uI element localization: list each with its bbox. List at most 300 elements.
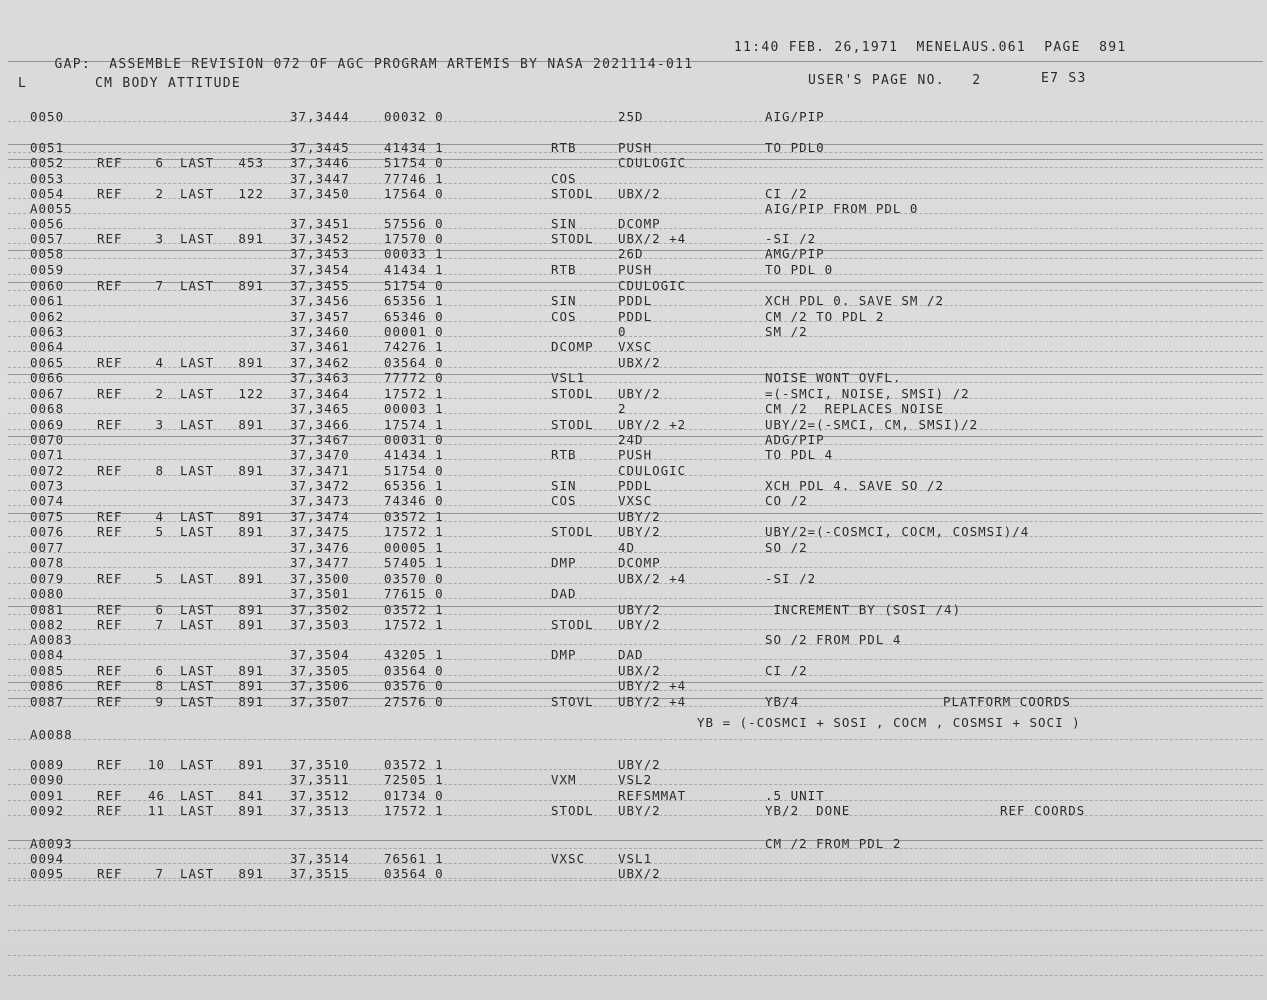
strike-rule	[8, 159, 1263, 160]
octal-word: 00033 1	[384, 246, 444, 261]
ref-count: 6	[155, 155, 164, 170]
last-label: LAST	[180, 186, 215, 201]
sequence-number: A0083	[30, 632, 73, 647]
comment: TO PDL0	[765, 140, 825, 155]
operand: UBY/2	[618, 509, 661, 524]
opcode: VSL1	[551, 370, 586, 385]
operand: DAD	[618, 647, 644, 662]
sequence-number: 0094	[30, 851, 65, 866]
ref-label: REF	[97, 663, 123, 678]
ref-count: 7	[155, 278, 164, 293]
opcode: COS	[551, 493, 577, 508]
operand: UBX/2	[618, 866, 661, 881]
memory-address: 37,3454	[290, 262, 350, 277]
comment: YB/2 DONE	[765, 803, 851, 818]
ref-label: REF	[97, 602, 123, 617]
opcode: RTB	[551, 447, 577, 462]
last-label: LAST	[180, 602, 215, 617]
octal-word: 17564 0	[384, 186, 444, 201]
octal-word: 03572 1	[384, 602, 444, 617]
blank-guide	[8, 930, 1263, 931]
memory-address: 37,3467	[290, 432, 350, 447]
octal-word: 41434 1	[384, 262, 444, 277]
last-page: 891	[238, 602, 264, 617]
row-guide	[8, 769, 1263, 770]
opcode: STODL	[551, 386, 594, 401]
octal-word: 72505 1	[384, 772, 444, 787]
ref-label: REF	[97, 417, 123, 432]
ref-count: 9	[155, 694, 164, 709]
row-guide	[8, 521, 1263, 522]
ref-count: 8	[155, 463, 164, 478]
comment: NOISE WONT OVFL.	[765, 370, 902, 385]
sequence-number: 0076	[30, 524, 65, 539]
blank-guide	[8, 905, 1263, 906]
memory-address: 37,3475	[290, 524, 350, 539]
sequence-number: 0078	[30, 555, 65, 570]
opcode: COS	[551, 171, 577, 186]
row-guide	[8, 274, 1263, 275]
ref-label: REF	[97, 571, 123, 586]
opcode: COS	[551, 309, 577, 324]
last-label: LAST	[180, 788, 215, 803]
operand: 26D	[618, 246, 644, 261]
octal-word: 17572 1	[384, 617, 444, 632]
row-guide	[8, 878, 1263, 879]
memory-address: 37,3451	[290, 216, 350, 231]
operand: UBX/2	[618, 355, 661, 370]
ref-label: REF	[97, 803, 123, 818]
ref-count: 11	[148, 803, 166, 818]
last-page: 891	[238, 866, 264, 881]
page-code: E7 S3	[1041, 71, 1087, 86]
ref-count: 5	[155, 524, 164, 539]
last-label: LAST	[180, 509, 215, 524]
operand: UBY/2 +2	[618, 417, 687, 432]
header-rule	[8, 61, 1263, 62]
ref-count: 4	[155, 355, 164, 370]
octal-word: 03564 0	[384, 663, 444, 678]
comment: SM /2	[765, 324, 808, 339]
memory-address: 37,3450	[290, 186, 350, 201]
row-guide	[8, 552, 1263, 553]
row-guide	[8, 444, 1263, 445]
strike-rule	[8, 374, 1263, 375]
operand: DCOMP	[618, 216, 661, 231]
octal-word: 03576 0	[384, 678, 444, 693]
sequence-number: 0061	[30, 293, 65, 308]
memory-address: 37,3471	[290, 463, 350, 478]
comment: CI /2	[765, 186, 808, 201]
memory-address: 37,3466	[290, 417, 350, 432]
sequence-number: 0068	[30, 401, 65, 416]
section-title: CM BODY ATTITUDE	[95, 76, 242, 91]
operand: 2	[618, 401, 627, 416]
last-label: LAST	[180, 386, 215, 401]
octal-word: 57556 0	[384, 216, 444, 231]
ref-label: REF	[97, 463, 123, 478]
ref-label: REF	[97, 355, 123, 370]
operand: UBY/2	[618, 524, 661, 539]
octal-word: 00001 0	[384, 324, 444, 339]
memory-address: 37,3452	[290, 231, 350, 246]
opcode: DMP	[551, 555, 577, 570]
row-guide	[8, 336, 1263, 337]
sequence-number: 0066	[30, 370, 65, 385]
opcode: DMP	[551, 647, 577, 662]
operand: UBY/2	[618, 386, 661, 401]
comment: AIG/PIP	[765, 109, 825, 124]
ref-count: 7	[155, 617, 164, 632]
memory-address: 37,3462	[290, 355, 350, 370]
operand: PDDL	[618, 478, 653, 493]
octal-word: 00031 0	[384, 432, 444, 447]
ref-count: 2	[155, 186, 164, 201]
sequence-number: 0092	[30, 803, 65, 818]
sequence-number: 0080	[30, 586, 65, 601]
opcode: STODL	[551, 524, 594, 539]
last-label: LAST	[180, 355, 215, 370]
octal-word: 03564 0	[384, 866, 444, 881]
octal-word: 65346 0	[384, 309, 444, 324]
row-guide	[8, 815, 1263, 816]
sequence-number: 0050	[30, 109, 65, 124]
last-label: LAST	[180, 866, 215, 881]
listing-type: L	[18, 76, 28, 91]
operand: UBX/2	[618, 663, 661, 678]
ref-count: 6	[155, 663, 164, 678]
row-guide	[8, 863, 1263, 864]
last-page: 891	[238, 757, 264, 772]
opcode: RTB	[551, 262, 577, 277]
ref-count: 10	[148, 757, 166, 772]
memory-address: 37,3464	[290, 386, 350, 401]
strike-rule	[8, 250, 1263, 251]
comment: -SI /2	[765, 231, 817, 246]
memory-address: 37,3501	[290, 586, 350, 601]
operand: 24D	[618, 432, 644, 447]
memory-address: 37,3511	[290, 772, 350, 787]
sequence-number: 0070	[30, 432, 65, 447]
last-label: LAST	[180, 155, 215, 170]
last-label: LAST	[180, 678, 215, 693]
comment: UBY/2=(-COSMCI, COCM, COSMSI)/4	[765, 524, 1030, 539]
ref-count: 6	[155, 602, 164, 617]
opcode: STODL	[551, 803, 594, 818]
sequence-number: 0063	[30, 324, 65, 339]
sequence-number: A0093	[30, 836, 73, 851]
memory-address: 37,3470	[290, 447, 350, 462]
row-guide	[8, 351, 1263, 352]
row-guide	[8, 800, 1263, 801]
sequence-number: 0087	[30, 694, 65, 709]
octal-word: 00003 1	[384, 401, 444, 416]
sequence-number: 0051	[30, 140, 65, 155]
sequence-number: 0064	[30, 339, 65, 354]
octal-word: 77615 0	[384, 586, 444, 601]
operand: 0	[618, 324, 627, 339]
ref-count: 2	[155, 386, 164, 401]
ref-count: 5	[155, 571, 164, 586]
opcode: RTB	[551, 140, 577, 155]
last-label: LAST	[180, 417, 215, 432]
row-guide	[8, 258, 1263, 259]
octal-word: 43205 1	[384, 647, 444, 662]
last-label: LAST	[180, 617, 215, 632]
octal-word: 17570 0	[384, 231, 444, 246]
operand: UBY/2	[618, 617, 661, 632]
comment: =(-SMCI, NOISE, SMSI) /2	[765, 386, 970, 401]
octal-word: 65356 1	[384, 478, 444, 493]
comment: UBY/2=(-SMCI, CM, SMSI)/2	[765, 417, 979, 432]
memory-address: 37,3510	[290, 757, 350, 772]
octal-word: 03572 1	[384, 757, 444, 772]
comment: XCH PDL 0. SAVE SM /2	[765, 293, 945, 308]
memory-address: 37,3474	[290, 509, 350, 524]
sequence-number: 0086	[30, 678, 65, 693]
sequence-number: 0067	[30, 386, 65, 401]
memory-address: 37,3447	[290, 171, 350, 186]
blank-guide	[8, 955, 1263, 956]
opcode: SIN	[551, 293, 577, 308]
sequence-number: 0052	[30, 155, 65, 170]
last-page: 891	[238, 417, 264, 432]
octal-word: 65356 1	[384, 293, 444, 308]
row-guide	[8, 198, 1263, 199]
octal-word: 77772 0	[384, 370, 444, 385]
comment-secondary: PLATFORM COORDS	[943, 694, 1071, 709]
comment: -SI /2	[765, 571, 817, 586]
sequence-number: 0081	[30, 602, 65, 617]
sequence-number: 0073	[30, 478, 65, 493]
comment: TO PDL 0	[765, 262, 834, 277]
last-label: LAST	[180, 463, 215, 478]
last-page: 841	[238, 788, 264, 803]
last-label: LAST	[180, 803, 215, 818]
opcode: STODL	[551, 231, 594, 246]
octal-word: 17572 1	[384, 524, 444, 539]
strike-rule	[8, 513, 1263, 514]
ref-label: REF	[97, 617, 123, 632]
memory-address: 37,3460	[290, 324, 350, 339]
last-label: LAST	[180, 571, 215, 586]
operand: VXSC	[618, 493, 653, 508]
memory-address: 37,3504	[290, 647, 350, 662]
comment: SO /2	[765, 540, 808, 555]
comment: CM /2 REPLACES NOISE	[765, 401, 945, 416]
ref-count: 3	[155, 417, 164, 432]
row-guide	[8, 848, 1263, 849]
memory-address: 37,3514	[290, 851, 350, 866]
row-guide	[8, 659, 1263, 660]
row-guide	[8, 183, 1263, 184]
octal-word: 17574 1	[384, 417, 444, 432]
strike-rule	[8, 682, 1263, 683]
operand: DCOMP	[618, 555, 661, 570]
row-guide	[8, 644, 1263, 645]
memory-address: 37,3463	[290, 370, 350, 385]
octal-word: 17572 1	[384, 803, 444, 818]
row-guide	[8, 583, 1263, 584]
last-page: 122	[238, 186, 264, 201]
last-page: 891	[238, 694, 264, 709]
sequence-number: 0082	[30, 617, 65, 632]
ref-label: REF	[97, 155, 123, 170]
memory-address: 37,3445	[290, 140, 350, 155]
opcode: DCOMP	[551, 339, 594, 354]
operand: PUSH	[618, 140, 653, 155]
row-guide	[8, 121, 1263, 122]
row-guide	[8, 429, 1263, 430]
memory-address: 37,3512	[290, 788, 350, 803]
memory-address: 37,3505	[290, 663, 350, 678]
ref-count: 7	[155, 866, 164, 881]
operand: UBX/2 +4	[618, 571, 687, 586]
row-guide	[8, 459, 1263, 460]
last-page: 891	[238, 463, 264, 478]
ref-label: REF	[97, 231, 123, 246]
last-page: 891	[238, 678, 264, 693]
operand: UBY/2	[618, 757, 661, 772]
operand: PDDL	[618, 293, 653, 308]
sequence-number: 0084	[30, 647, 65, 662]
blank-guide	[8, 975, 1263, 976]
operand: PUSH	[618, 447, 653, 462]
comment: CI /2	[765, 663, 808, 678]
octal-word: 51754 0	[384, 278, 444, 293]
strike-rule	[8, 436, 1263, 437]
equation-comment: YB = (-COSMCI + SOSI , COCM , COSMSI + SOCI )	[697, 715, 1081, 730]
sequence-number: 0057	[30, 231, 65, 246]
memory-address: 37,3476	[290, 540, 350, 555]
row-guide	[8, 675, 1263, 676]
memory-address: 37,3472	[290, 478, 350, 493]
comment: YB/4	[765, 694, 800, 709]
sequence-number: 0071	[30, 447, 65, 462]
opcode: VXSC	[551, 851, 586, 866]
octal-word: 03564 0	[384, 355, 444, 370]
comment: CM /2 FROM PDL 2	[765, 836, 902, 851]
strike-rule	[8, 606, 1263, 607]
row-guide	[8, 243, 1263, 244]
comment: AIG/PIP FROM PDL 0	[765, 201, 919, 216]
sequence-number: 0079	[30, 571, 65, 586]
operand: CDULOGIC	[618, 278, 687, 293]
row-guide	[8, 321, 1263, 322]
row-guide	[8, 475, 1263, 476]
row-guide	[8, 536, 1263, 537]
last-label: LAST	[180, 694, 215, 709]
operand: PUSH	[618, 262, 653, 277]
comment: CO /2	[765, 493, 808, 508]
comment: INCREMENT BY (SOSI /4)	[765, 602, 962, 617]
memory-address: 37,3465	[290, 401, 350, 416]
row-guide	[8, 305, 1263, 306]
octal-word: 17572 1	[384, 386, 444, 401]
row-guide	[8, 706, 1263, 707]
octal-word: 51754 0	[384, 463, 444, 478]
opcode: DAD	[551, 586, 577, 601]
octal-word: 01734 0	[384, 788, 444, 803]
last-page: 122	[238, 386, 264, 401]
row-guide	[8, 228, 1263, 229]
sequence-number: 0085	[30, 663, 65, 678]
last-page: 891	[238, 355, 264, 370]
ref-count: 3	[155, 231, 164, 246]
memory-address: 37,3477	[290, 555, 350, 570]
opcode: STODL	[551, 186, 594, 201]
ref-label: REF	[97, 186, 123, 201]
row-guide	[8, 290, 1263, 291]
header-timestamp: 11:40 FEB. 26,1971 MENELAUS.061 PAGE 891	[734, 40, 1127, 55]
row-guide	[8, 690, 1263, 691]
last-page: 891	[238, 278, 264, 293]
operand: CDULOGIC	[618, 155, 687, 170]
memory-address: 37,3457	[290, 309, 350, 324]
last-label: LAST	[180, 663, 215, 678]
sequence-number: 0090	[30, 772, 65, 787]
sequence-number: 0056	[30, 216, 65, 231]
octal-word: 57405 1	[384, 555, 444, 570]
sequence-number: 0091	[30, 788, 65, 803]
memory-address: 37,3506	[290, 678, 350, 693]
row-guide	[8, 598, 1263, 599]
octal-word: 03570 0	[384, 571, 444, 586]
user-page-number: USER'S PAGE NO. 2	[808, 73, 982, 88]
sequence-number: 0072	[30, 463, 65, 478]
memory-address: 37,3446	[290, 155, 350, 170]
operand: 25D	[618, 109, 644, 124]
sequence-number: A0088	[30, 727, 73, 742]
ref-count: 4	[155, 509, 164, 524]
memory-address: 37,3502	[290, 602, 350, 617]
memory-address: 37,3453	[290, 246, 350, 261]
comment: XCH PDL 4. SAVE SO /2	[765, 478, 945, 493]
last-page: 453	[238, 155, 264, 170]
operand: UBX/2 +4	[618, 231, 687, 246]
row-guide	[8, 167, 1263, 168]
row-guide	[8, 567, 1263, 568]
comment-right: REF COORDS	[1000, 803, 1086, 818]
row-guide	[8, 213, 1263, 214]
sequence-number: 0053	[30, 171, 65, 186]
ref-label: REF	[97, 757, 123, 772]
sequence-number: 0059	[30, 262, 65, 277]
sequence-number: 0074	[30, 493, 65, 508]
row-guide	[8, 614, 1263, 615]
ref-label: REF	[97, 524, 123, 539]
last-page: 891	[238, 509, 264, 524]
operand: UBY/2	[618, 803, 661, 818]
comment: ADG/PIP	[765, 432, 825, 447]
last-page: 891	[238, 524, 264, 539]
octal-word: 00032 0	[384, 109, 444, 124]
row-guide	[8, 398, 1263, 399]
operand: UBY/2	[618, 602, 661, 617]
ref-label: REF	[97, 866, 123, 881]
last-page: 891	[238, 663, 264, 678]
last-label: LAST	[180, 524, 215, 539]
memory-address: 37,3444	[290, 109, 350, 124]
opcode: VXM	[551, 772, 577, 787]
opcode: STOVL	[551, 694, 594, 709]
memory-address: 37,3455	[290, 278, 350, 293]
header-title: GAP: ASSEMBLE REVISION 072 OF AGC PROGRAM ARTEMIS BY NASA 2021114-011	[54, 57, 694, 72]
strike-rule	[8, 698, 1263, 699]
strike-rule	[8, 282, 1263, 283]
octal-word: 74276 1	[384, 339, 444, 354]
last-page: 891	[238, 617, 264, 632]
